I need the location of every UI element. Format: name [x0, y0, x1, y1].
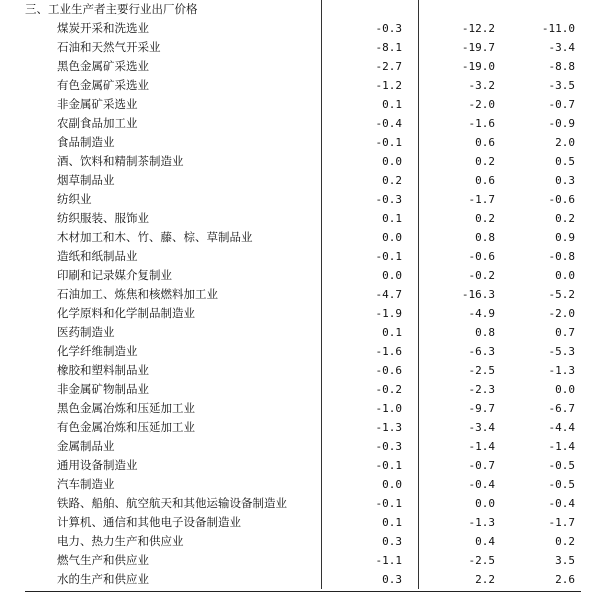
value-col-2: -3.2 [468, 79, 495, 92]
value-col-2: -12.2 [461, 22, 495, 35]
table-row [25, 95, 581, 114]
value-col-1: -0.1 [375, 459, 402, 472]
table-row [25, 532, 581, 551]
value-col-3: -4.4 [548, 421, 575, 434]
industry-name: 金属制品业 [57, 439, 115, 453]
table-row [25, 551, 581, 570]
industry-name: 电力、热力生产和供应业 [57, 534, 184, 548]
value-col-1: -1.2 [375, 79, 402, 92]
table-body [25, 19, 581, 589]
table-row [25, 570, 581, 589]
value-col-3: -0.8 [548, 250, 575, 263]
value-col-3: 3.5 [555, 554, 575, 567]
value-col-1: -0.2 [375, 383, 402, 396]
table-row [25, 342, 581, 361]
value-col-1: 0.0 [382, 231, 402, 244]
industry-name: 纺织业 [57, 192, 92, 206]
industry-name: 非金属矿采选业 [57, 97, 138, 111]
value-col-1: -1.9 [375, 307, 402, 320]
table-row [25, 456, 581, 475]
industry-name: 化学纤维制造业 [57, 344, 138, 358]
value-col-3: -0.9 [548, 117, 575, 130]
value-col-1: 0.1 [382, 98, 402, 111]
value-col-3: -0.4 [548, 497, 575, 510]
value-col-1: -0.3 [375, 22, 402, 35]
value-col-3: -0.5 [548, 478, 575, 491]
industry-name: 烟草制品业 [57, 173, 115, 187]
table-row [25, 190, 581, 209]
industry-name: 化学原料和化学制品制造业 [57, 306, 195, 320]
value-col-3: -6.7 [548, 402, 575, 415]
industry-name: 石油加工、炼焦和核燃料加工业 [57, 287, 218, 301]
table-row [25, 114, 581, 133]
table-row [25, 418, 581, 437]
value-col-2: -19.7 [461, 41, 495, 54]
industry-name: 纺织服装、服饰业 [57, 211, 149, 225]
value-col-3: 0.0 [555, 383, 575, 396]
value-col-1: 0.1 [382, 326, 402, 339]
value-col-3: -3.4 [548, 41, 575, 54]
value-col-1: 0.3 [382, 573, 402, 586]
value-col-1: -0.3 [375, 193, 402, 206]
industry-name: 农副食品加工业 [57, 116, 138, 130]
value-col-3: 0.5 [555, 155, 575, 168]
value-col-1: 0.3 [382, 535, 402, 548]
value-col-2: -6.3 [468, 345, 495, 358]
table-row [25, 171, 581, 190]
value-col-1: -1.1 [375, 554, 402, 567]
industry-name: 黑色金属矿采选业 [57, 59, 149, 73]
value-col-3: 0.9 [555, 231, 575, 244]
table-row [25, 285, 581, 304]
table-row [25, 209, 581, 228]
value-col-2: -4.9 [468, 307, 495, 320]
table-row [25, 513, 581, 532]
industry-name: 造纸和纸制品业 [57, 249, 138, 263]
industry-name: 石油和天然气开采业 [57, 40, 161, 54]
table-row [25, 38, 581, 57]
value-col-3: -8.8 [548, 60, 575, 73]
table-row [25, 76, 581, 95]
value-col-3: 2.0 [555, 136, 575, 149]
industry-name: 汽车制造业 [57, 477, 115, 491]
table-row [25, 152, 581, 171]
value-col-2: 0.6 [475, 136, 495, 149]
table-bottom-rule [25, 591, 581, 592]
value-col-3: -1.3 [548, 364, 575, 377]
value-col-2: -9.7 [468, 402, 495, 415]
value-col-3: -0.5 [548, 459, 575, 472]
value-col-2: -3.4 [468, 421, 495, 434]
value-col-3: -3.5 [548, 79, 575, 92]
value-col-2: -0.4 [468, 478, 495, 491]
value-col-2: -1.7 [468, 193, 495, 206]
table-row [25, 437, 581, 456]
table-row [25, 266, 581, 285]
industry-name: 医药制造业 [57, 325, 115, 339]
value-col-1: -1.0 [375, 402, 402, 415]
table-row [25, 361, 581, 380]
table-row [25, 380, 581, 399]
value-col-1: -0.1 [375, 497, 402, 510]
industry-name: 橡胶和塑料制品业 [57, 363, 149, 377]
value-col-3: -2.0 [548, 307, 575, 320]
industry-name: 非金属矿物制品业 [57, 382, 149, 396]
value-col-1: 0.1 [382, 516, 402, 529]
value-col-1: -8.1 [375, 41, 402, 54]
industry-name: 通用设备制造业 [57, 458, 138, 472]
value-col-1: -0.1 [375, 136, 402, 149]
value-col-3: 0.0 [555, 269, 575, 282]
value-col-2: 2.2 [475, 573, 495, 586]
value-col-3: 2.6 [555, 573, 575, 586]
industry-name: 木材加工和木、竹、藤、棕、草制品业 [57, 230, 253, 244]
value-col-3: -1.4 [548, 440, 575, 453]
industry-name: 有色金属冶炼和压延加工业 [57, 420, 195, 434]
value-col-1: -0.6 [375, 364, 402, 377]
value-col-3: -1.7 [548, 516, 575, 529]
value-col-1: -1.6 [375, 345, 402, 358]
value-col-2: -1.4 [468, 440, 495, 453]
industry-name: 水的生产和供应业 [57, 572, 149, 586]
value-col-3: -5.2 [548, 288, 575, 301]
value-col-3: -0.6 [548, 193, 575, 206]
table-row [25, 19, 581, 38]
industry-name: 黑色金属冶炼和压延加工业 [57, 401, 195, 415]
industry-name: 燃气生产和供应业 [57, 553, 149, 567]
table-row [25, 133, 581, 152]
value-col-3: 0.7 [555, 326, 575, 339]
value-col-2: 0.6 [475, 174, 495, 187]
value-col-2: 0.4 [475, 535, 495, 548]
value-col-1: 0.0 [382, 478, 402, 491]
value-col-1: -0.4 [375, 117, 402, 130]
value-col-2: -2.5 [468, 554, 495, 567]
value-col-2: 0.8 [475, 326, 495, 339]
value-col-1: -0.1 [375, 250, 402, 263]
value-col-2: 0.0 [475, 497, 495, 510]
table-row [25, 304, 581, 323]
value-col-2: 0.2 [475, 155, 495, 168]
value-col-3: -5.3 [548, 345, 575, 358]
value-col-2: -16.3 [461, 288, 495, 301]
industry-name: 计算机、通信和其他电子设备制造业 [57, 515, 241, 529]
value-col-2: -0.7 [468, 459, 495, 472]
value-col-1: -4.7 [375, 288, 402, 301]
value-col-2: -2.3 [468, 383, 495, 396]
industry-name: 酒、饮料和精制茶制造业 [57, 154, 184, 168]
value-col-2: -2.5 [468, 364, 495, 377]
value-col-1: 0.1 [382, 212, 402, 225]
industry-name: 煤炭开采和洗选业 [57, 21, 149, 35]
table-row [25, 247, 581, 266]
industry-name: 印刷和记录媒介复制业 [57, 268, 172, 282]
value-col-1: -0.3 [375, 440, 402, 453]
value-col-2: -0.2 [468, 269, 495, 282]
table-row [25, 475, 581, 494]
value-col-1: 0.0 [382, 155, 402, 168]
value-col-2: -2.0 [468, 98, 495, 111]
table-row [25, 399, 581, 418]
value-col-2: 0.2 [475, 212, 495, 225]
value-col-1: 0.2 [382, 174, 402, 187]
value-col-1: -2.7 [375, 60, 402, 73]
value-col-2: -1.3 [468, 516, 495, 529]
section-heading: 三、工业生产者主要行业出厂价格 [25, 2, 198, 16]
industry-name: 有色金属矿采选业 [57, 78, 149, 92]
value-col-2: 0.8 [475, 231, 495, 244]
value-col-2: -0.6 [468, 250, 495, 263]
table-row [25, 494, 581, 513]
value-col-3: 0.3 [555, 174, 575, 187]
industry-name: 食品制造业 [57, 135, 115, 149]
table-row [25, 57, 581, 76]
table-row [25, 323, 581, 342]
value-col-3: 0.2 [555, 535, 575, 548]
price-table [25, 0, 581, 589]
table-row [25, 228, 581, 247]
value-col-2: -19.0 [461, 60, 495, 73]
industry-name: 铁路、船舶、航空航天和其他运输设备制造业 [57, 496, 287, 510]
value-col-1: 0.0 [382, 269, 402, 282]
value-col-3: -11.0 [541, 22, 575, 35]
value-col-2: -1.6 [468, 117, 495, 130]
value-col-3: -0.7 [548, 98, 575, 111]
value-col-3: 0.2 [555, 212, 575, 225]
section-heading-row [25, 0, 581, 19]
value-col-1: -1.3 [375, 421, 402, 434]
